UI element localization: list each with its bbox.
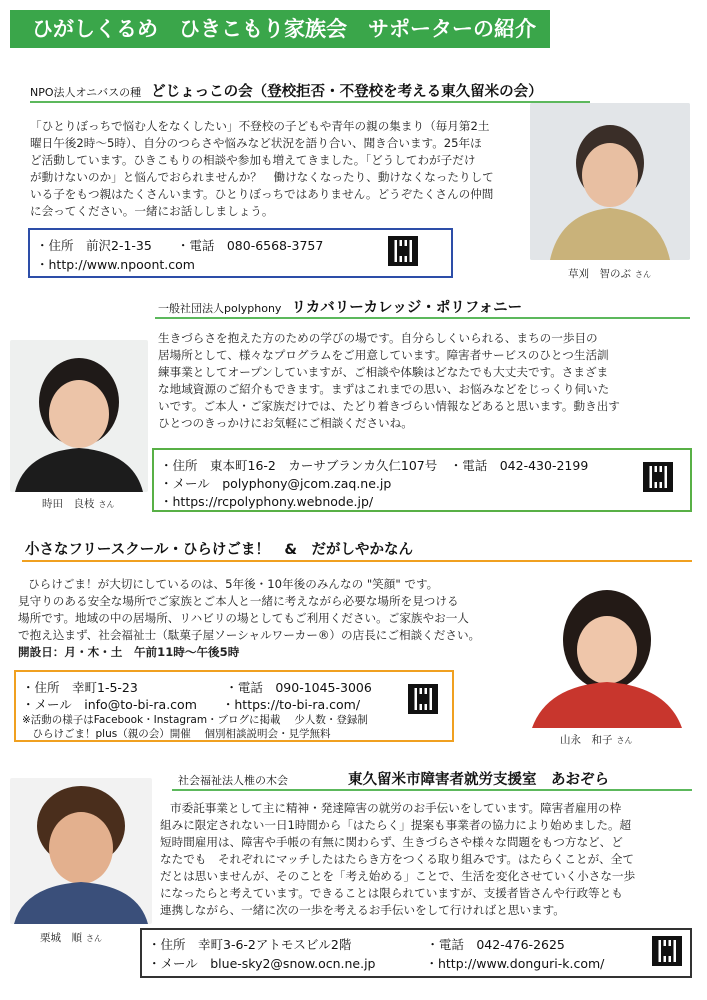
person-name: 山永 和子 [560, 734, 613, 746]
qr-code-icon [408, 684, 438, 714]
section-1-org: NPO法人オニバスの種 [30, 86, 142, 99]
section-2-name: リカバリーカレッジ・ポリフォニー [291, 300, 523, 316]
section-1-rule [30, 101, 590, 103]
section-3-note: ひらけごま！plus（親の会）開催 個別相談説明会・見学無料 [22, 728, 331, 740]
person-name: 時田 良枝 [42, 498, 95, 510]
body-line: な地域資源のご紹介もできます。まずはこれまでの思い、お悩みなどをじっくり伺いた [158, 382, 610, 396]
section-3-heading [25, 538, 413, 559]
section-3-email-url[interactable]: ・メール info@to-bi-ra.com ・https://to-bi-ra.com/ [22, 697, 361, 712]
body-line: 見守りのある安全な場所でご家族とご本人と一緒に考えながら必要な場所を見つける [18, 594, 459, 608]
portrait-icon [522, 578, 692, 728]
honorific: さん [86, 934, 102, 943]
person-name: 栗城 順 [40, 932, 82, 944]
section-4-person-caption [40, 930, 102, 945]
section-4-name: 東久留米市障害者就労支援室 あおぞら [348, 772, 609, 788]
section-3-open-days: 開設日：月・木・土 午前11時～午後5時 [18, 645, 240, 659]
body-line: だとは思いませんが、そのことを「考え始める」ことで、生活を変化させていく小さな一歩 [160, 869, 636, 883]
person-name: 草刈 智のぶ [568, 268, 631, 280]
section-2-url[interactable]: ・https://rcpolyphony.webnode.jp/ [160, 494, 374, 509]
body-line: が動けないのか」と悩んでおられませんか？ 働けなくなったり、動けなくなったりして [30, 170, 494, 184]
portrait-icon [10, 340, 148, 492]
section-3-rule [22, 560, 692, 562]
body-line: なたでも それぞれにマッチしたはたらき方をつくる取り組みです。はたらくことが、全て [160, 852, 634, 866]
section-1-contact-line: ・住所 前沢2-1-35 ・電話 080-6568-3757 [36, 238, 324, 253]
body-line: 連携しながら、一緒に次の一歩を考えるお手伝いをして行ければと思います。 [160, 903, 565, 917]
body-line: 「ひとりぼっちで悩む人をなくしたい」不登校の子どもや青年の親の集まり（毎月第2土 [30, 119, 490, 133]
section-2-person-caption [42, 496, 115, 511]
honorific: さん [635, 270, 651, 279]
portrait-icon [10, 778, 152, 924]
photo-kurisiro [10, 778, 152, 924]
photo-tokita [10, 340, 148, 492]
section-3-name: 小さなフリースクール・ひらけごま！ & だがしやかなん [25, 542, 414, 558]
section-2-email[interactable]: ・メール polyphony@jcom.zaq.ne.jp [160, 476, 392, 491]
section-4-org: 社会福祉法人椎の木会 [178, 774, 288, 787]
body-line: 組みに限定されない一日1時間から「はたらく」提案も事業者の協力により始めました。超 [160, 818, 632, 832]
section-4-contact-line: ・住所 幸町3-6-2アトモスビル2階 ・電話 042-476-2625 [148, 937, 565, 952]
qr-code-icon [388, 236, 418, 266]
body-line: 市委託事業として主に精神・発達障害の就労のお手伝いをしています。障害者雇用の枠 [170, 801, 622, 815]
photo-yamanaga [522, 578, 692, 728]
section-2-contact-line: ・住所 東本町16-2 カーサブランカ久仁107号 ・電話 042-430-2199 [160, 458, 589, 473]
body-line: ひらけごま！が大切にしているのは、5年後・10年後のみんなの "笑顔" です。 [28, 577, 439, 591]
body-line: 短時間雇用は、障害や手帳の有無に関わらず、生きづらさや様々な問題をもつ方など、ど [160, 835, 623, 849]
qr-code-icon [652, 936, 682, 966]
qr-code-icon [643, 462, 673, 492]
section-2-body [158, 330, 693, 432]
section-3-note: ※活動の様子はFacebook・Instagram・ブログに掲載 少人数・登録制 [22, 714, 368, 726]
section-1-heading [30, 80, 543, 101]
body-line: になったらと考えています。できることは限られていますが、支援者皆さんや行政等とも [160, 886, 623, 900]
section-4-heading [178, 768, 609, 789]
body-line: 生きづらさを抱えた方のための学びの場です。自分らしくいられる、まちの一歩目の [158, 331, 598, 345]
portrait-icon [530, 103, 690, 260]
section-4-body [160, 800, 695, 919]
page-title: ひがしくるめ ひきこもり家族会 サポーターの紹介 [32, 17, 536, 41]
body-line: ど活動しています。ひきこもりの相談や参加も増えてきました。「どうしてわが子だけ [30, 153, 476, 167]
section-4-rule [172, 789, 692, 791]
body-line: に会ってください。一緒にお話ししましょう。 [30, 204, 274, 218]
section-3-contact-line: ・住所 幸町1-5-23 ・電話 090-1045-3006 [22, 680, 372, 695]
section-1-body [30, 118, 530, 220]
section-4-email-url[interactable]: ・メール blue-sky2@snow.ocn.ne.jp ・http://www.donguri-k.com/ [148, 956, 605, 971]
body-line: いる子をもつ親はたくさんいます。ひとりぼっちではありません。どうぞたくさんの仲間 [30, 187, 494, 201]
body-line: いです。ご本人・ご家族だけでは、たどり着きづらい情報などあると思います。動き出す [158, 399, 620, 413]
body-line: ひとつのきっかけにお気軽にご相談くださいね。 [158, 416, 413, 430]
body-line: 場所です。地域の中の居場所、リハビリの場としてもご利用ください。ご家族やお一人 [18, 611, 469, 625]
body-line: で抱え込まず、社会福祉士（駄菓子屋ソーシャルワーカー®）の店長にご相談ください。 [18, 628, 481, 642]
body-line: 居場所として、様々なプログラムをご用意しています。障害者サービスのひとつ生活訓 [158, 348, 609, 362]
honorific: さん [98, 500, 115, 509]
section-2-org: 一般社団法人polyphony [158, 302, 282, 315]
honorific: さん [616, 736, 633, 745]
page-title-bar [10, 10, 550, 48]
section-2-rule [155, 317, 690, 319]
photo-kusakari [530, 103, 690, 260]
section-3-person-caption [560, 732, 633, 747]
section-3-body [18, 576, 508, 644]
section-1-person-caption [568, 266, 651, 281]
section-2-heading [158, 296, 522, 317]
body-line: 練事業としてオープンしていますが、ご相談や体験はどなたでも大丈夫です。さまざま [158, 365, 609, 379]
body-line: 曜日午後2時～5時）、自分のつらさや悩みなど状況を語り合い、聞き合います。25年ほ [30, 136, 482, 150]
section-1-name: どじょっこの会（登校拒否・不登校を考える東久留米の会） [151, 84, 543, 100]
section-1-url[interactable]: ・http://www.npoont.com [36, 257, 195, 272]
